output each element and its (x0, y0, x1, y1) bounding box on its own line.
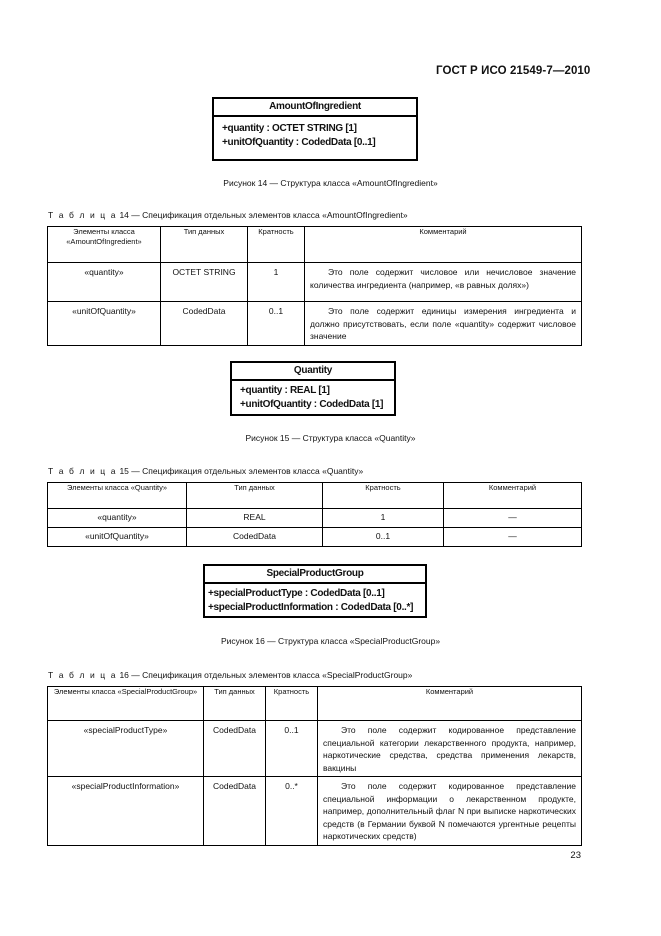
element-cell: «unitOfQuantity» (48, 528, 187, 547)
element-cell: «specialProductType» (48, 721, 204, 777)
uml-attribute: +specialProductInformation : CodedData [0..*] (208, 602, 414, 613)
table-16 (47, 686, 582, 846)
uml-class-quantity (230, 361, 396, 416)
uml-attributes (214, 117, 416, 153)
header-cell: Комментарий (318, 687, 582, 721)
uml-class-specialproductgroup (203, 564, 427, 618)
table-label: Т а б л и ц а (48, 210, 118, 220)
multiplicity-cell: 0..1 (266, 721, 318, 777)
figure-caption: Рисунок 14 — Структура класса «AmountOfIngredient» (223, 178, 438, 188)
uml-attribute: +quantity : REAL [1] (240, 385, 330, 396)
table-caption-text: 15 — Спецификация отдельных элементов класса «Quantity» (119, 466, 364, 476)
comment-cell: Это поле содержит числовое или нечисловое значение количества ингредиента (например, «в равных долях») (305, 263, 582, 302)
uml-class-name: AmountOfIngredient (214, 99, 416, 117)
table-header-row (48, 483, 582, 509)
uml-attributes (205, 584, 425, 618)
table-caption-text: 16 — Спецификация отдельных элементов класса «SpecialProductGroup» (119, 670, 413, 680)
table-14 (47, 226, 582, 346)
header-cell: Кратность (323, 483, 444, 509)
header-cell: Кратность (248, 227, 305, 263)
header-cell: Тип данных (161, 227, 248, 263)
multiplicity-cell: 0..1 (323, 528, 444, 547)
comment-cell: Это поле содержит кодированное представление специальной категории лекарственного продукта, например, наркотические средства, средства применения лекарств, вакцины (318, 721, 582, 777)
document-header: ГОСТ Р ИСО 21549-7—2010 (436, 65, 591, 77)
header-cell: Элементы класса «AmountOfIngredient» (48, 227, 161, 263)
type-cell: REAL (187, 509, 323, 528)
header-cell: Элементы класса «Quantity» (48, 483, 187, 509)
multiplicity-cell: 0..1 (248, 302, 305, 346)
header-cell: Комментарий (444, 483, 582, 509)
table-row (48, 509, 582, 528)
uml-attribute: +unitOfQuantity : CodedData [1] (240, 399, 384, 410)
table-row (48, 302, 582, 346)
type-cell: CodedData (204, 777, 266, 846)
uml-class-name: Quantity (232, 363, 394, 381)
multiplicity-cell: 0..* (266, 777, 318, 846)
header-cell: Комментарий (305, 227, 582, 263)
type-cell: CodedData (187, 528, 323, 547)
table-caption (48, 466, 363, 476)
table-header-row (48, 227, 582, 263)
uml-attribute: +unitOfQuantity : CodedData [0..1] (222, 137, 376, 148)
table-header-row (48, 687, 582, 721)
table-caption (48, 210, 408, 220)
table-15 (47, 482, 582, 547)
comment-cell: — (444, 528, 582, 547)
table-row (48, 721, 582, 777)
header-cell: Элементы класса «SpecialProductGroup» (48, 687, 204, 721)
table-row (48, 528, 582, 547)
uml-attributes (232, 381, 394, 415)
header-cell: Кратность (266, 687, 318, 721)
table-label: Т а б л и ц а (48, 466, 118, 476)
element-cell: «specialProductInformation» (48, 777, 204, 846)
type-cell: CodedData (161, 302, 248, 346)
uml-attribute: +specialProductType : CodedData [0..1] (208, 588, 385, 599)
uml-class-name: SpecialProductGroup (205, 566, 425, 584)
element-cell: «quantity» (48, 509, 187, 528)
multiplicity-cell: 1 (323, 509, 444, 528)
comment-cell: Это поле содержит единицы измерения ингредиента и должно присутствовать, если поле «quantity» содержит числовое значение (305, 302, 582, 346)
table-label: Т а б л и ц а (48, 670, 118, 680)
uml-attribute: +quantity : OCTET STRING [1] (222, 123, 357, 134)
table-caption (48, 670, 412, 680)
page-number: 23 (570, 850, 581, 861)
element-cell: «unitOfQuantity» (48, 302, 161, 346)
uml-class-amountofingredient (212, 97, 418, 161)
figure-caption: Рисунок 15 — Структура класса «Quantity» (245, 433, 416, 443)
header-cell: Тип данных (204, 687, 266, 721)
comment-cell: Это поле содержит кодированное представление специальной информации о лекарственном продукте, например, дополнительный флаг N при выписке наркотических средств (в Германии буквой N помечаются ургентные рецепты наркотических средств) (318, 777, 582, 846)
comment-cell: — (444, 509, 582, 528)
figure-caption: Рисунок 16 — Структура класса «SpecialProductGroup» (220, 636, 441, 646)
element-cell: «quantity» (48, 263, 161, 302)
header-cell: Тип данных (187, 483, 323, 509)
table-caption-text: 14 — Спецификация отдельных элементов класса «AmountOfIngredient» (119, 210, 408, 220)
type-cell: CodedData (204, 721, 266, 777)
multiplicity-cell: 1 (248, 263, 305, 302)
table-row (48, 777, 582, 846)
table-row (48, 263, 582, 302)
type-cell: OCTET STRING (161, 263, 248, 302)
